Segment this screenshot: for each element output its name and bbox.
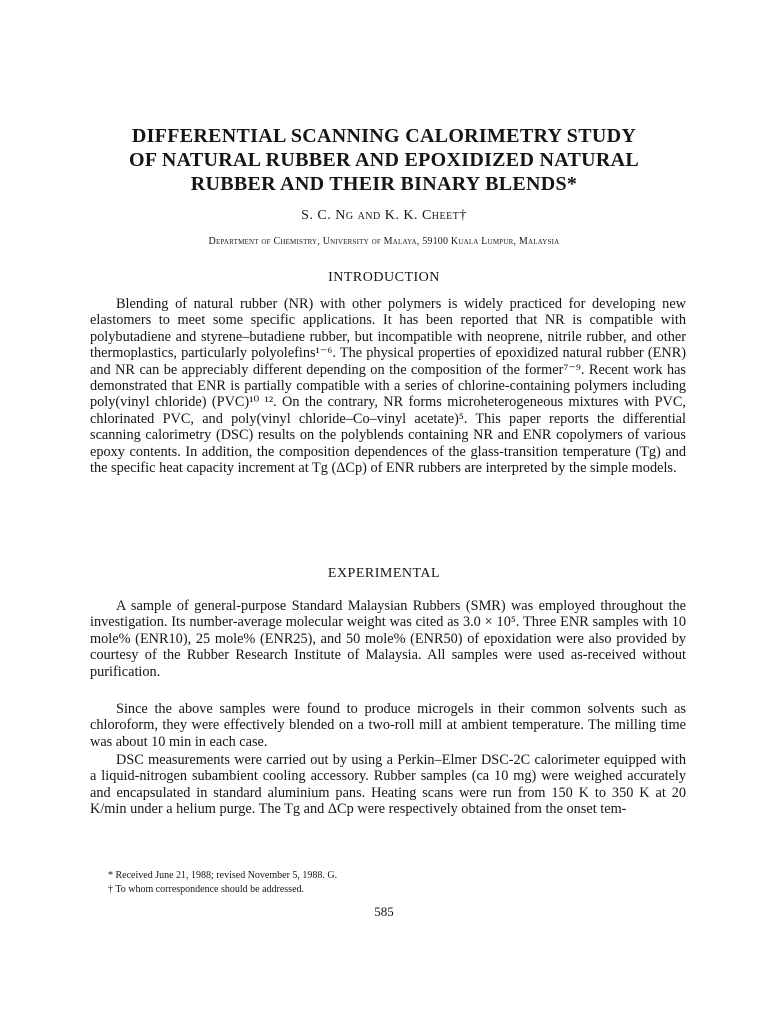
authors: S. C. Ng and K. K. Cheet† xyxy=(301,208,467,223)
introduction-heading: INTRODUCTION xyxy=(328,270,440,285)
experimental-paragraph xyxy=(90,752,686,818)
introduction-paragraph xyxy=(90,296,686,476)
experimental-text-1: A sample of general-purpose Standard Malaysian Rubbers (SMR) was employed throughout the investigation. Its number-average molecular weight was cited as 3.0 × 10⁵. Three ENR samples with 10 mole% (ENR10), 25 mole% (ENR25), and 50 mole% (ENR50) of epoxidation were also provided by courtesy of the Rubber Research Institute of Malaysia. All samples were used as-received without purification. xyxy=(90,598,686,680)
article-title xyxy=(80,124,688,196)
footnotes xyxy=(108,869,668,897)
introduction-text: Blending of natural rubber (NR) with other polymers is widely practiced for developing new elastomers to meet some specific applications. It has been reported that NR is compatible with polybutadiene and styrene–butadiene rubber, but incompatible with neoprene, nitrile rubber, and other thermoplastics, particularly polyolefins¹⁻⁶. The physical properties of epoxidized natural rubber (ENR) and NR can be appreciably different depending on the composition of the former⁷⁻⁹. Recent work has demonstrated that ENR is partially compatible with a series of chlorine-containing polymers including poly(vinyl chloride) (PVC)¹⁰ ¹². On the contrary, NR forms microheterogeneous mixtures with PVC, chlorinated PVC, and poly(vinyl chloride–Co–vinyl acetate)⁵. This paper reports the differential scanning calorimetry (DSC) results on the polyblends containing NR and ENR copolymers of various epoxy contents. In addition, the composition dependences of the glass-transition temperature (Tg) and the specific heat capacity increment at Tg (ΔCp) of ENR rubbers are interpreted by the simple models. xyxy=(90,296,686,477)
title-line: OF NATURAL RUBBER AND EPOXIDIZED NATURAL xyxy=(128,149,640,171)
page-number: 585 xyxy=(374,904,394,919)
experimental-paragraph xyxy=(90,701,686,750)
title-line: RUBBER AND THEIR BINARY BLENDS* xyxy=(190,173,578,195)
experimental-text-3: DSC measurements were carried out by using a Perkin–Elmer DSC-2C calorimeter equipped with a liquid-nitrogen subambient cooling accessory. Rubber samples (ca 10 mg) were weighed accurately and encapsulated in standard aluminium pans. Heating scans were run from 150 K to 350 K at 20 K/min under a helium purge. The Tg and ΔCp were respectively obtained from the onset tem- xyxy=(90,752,686,818)
experimental-text-2: Since the above samples were found to produce microgels in their common solvents such as chloroform, they were effectively blended on a two-roll mill at ambient temperature. The milling time was about 10 min in each case. xyxy=(90,701,686,750)
title-line: DIFFERENTIAL SCANNING CALORIMETRY STUDY xyxy=(131,125,637,147)
footnote-received: * Received June 21, 1988; revised November 5, 1988. G. xyxy=(108,870,338,881)
experimental-heading: EXPERIMENTAL xyxy=(327,566,441,581)
footnote-correspondence: † To whom correspondence should be addressed. xyxy=(108,884,305,895)
experimental-paragraph xyxy=(90,598,686,680)
affiliation: Department of Chemistry, University of Malaya, 59100 Kuala Lumpur, Malaysia xyxy=(208,236,560,247)
